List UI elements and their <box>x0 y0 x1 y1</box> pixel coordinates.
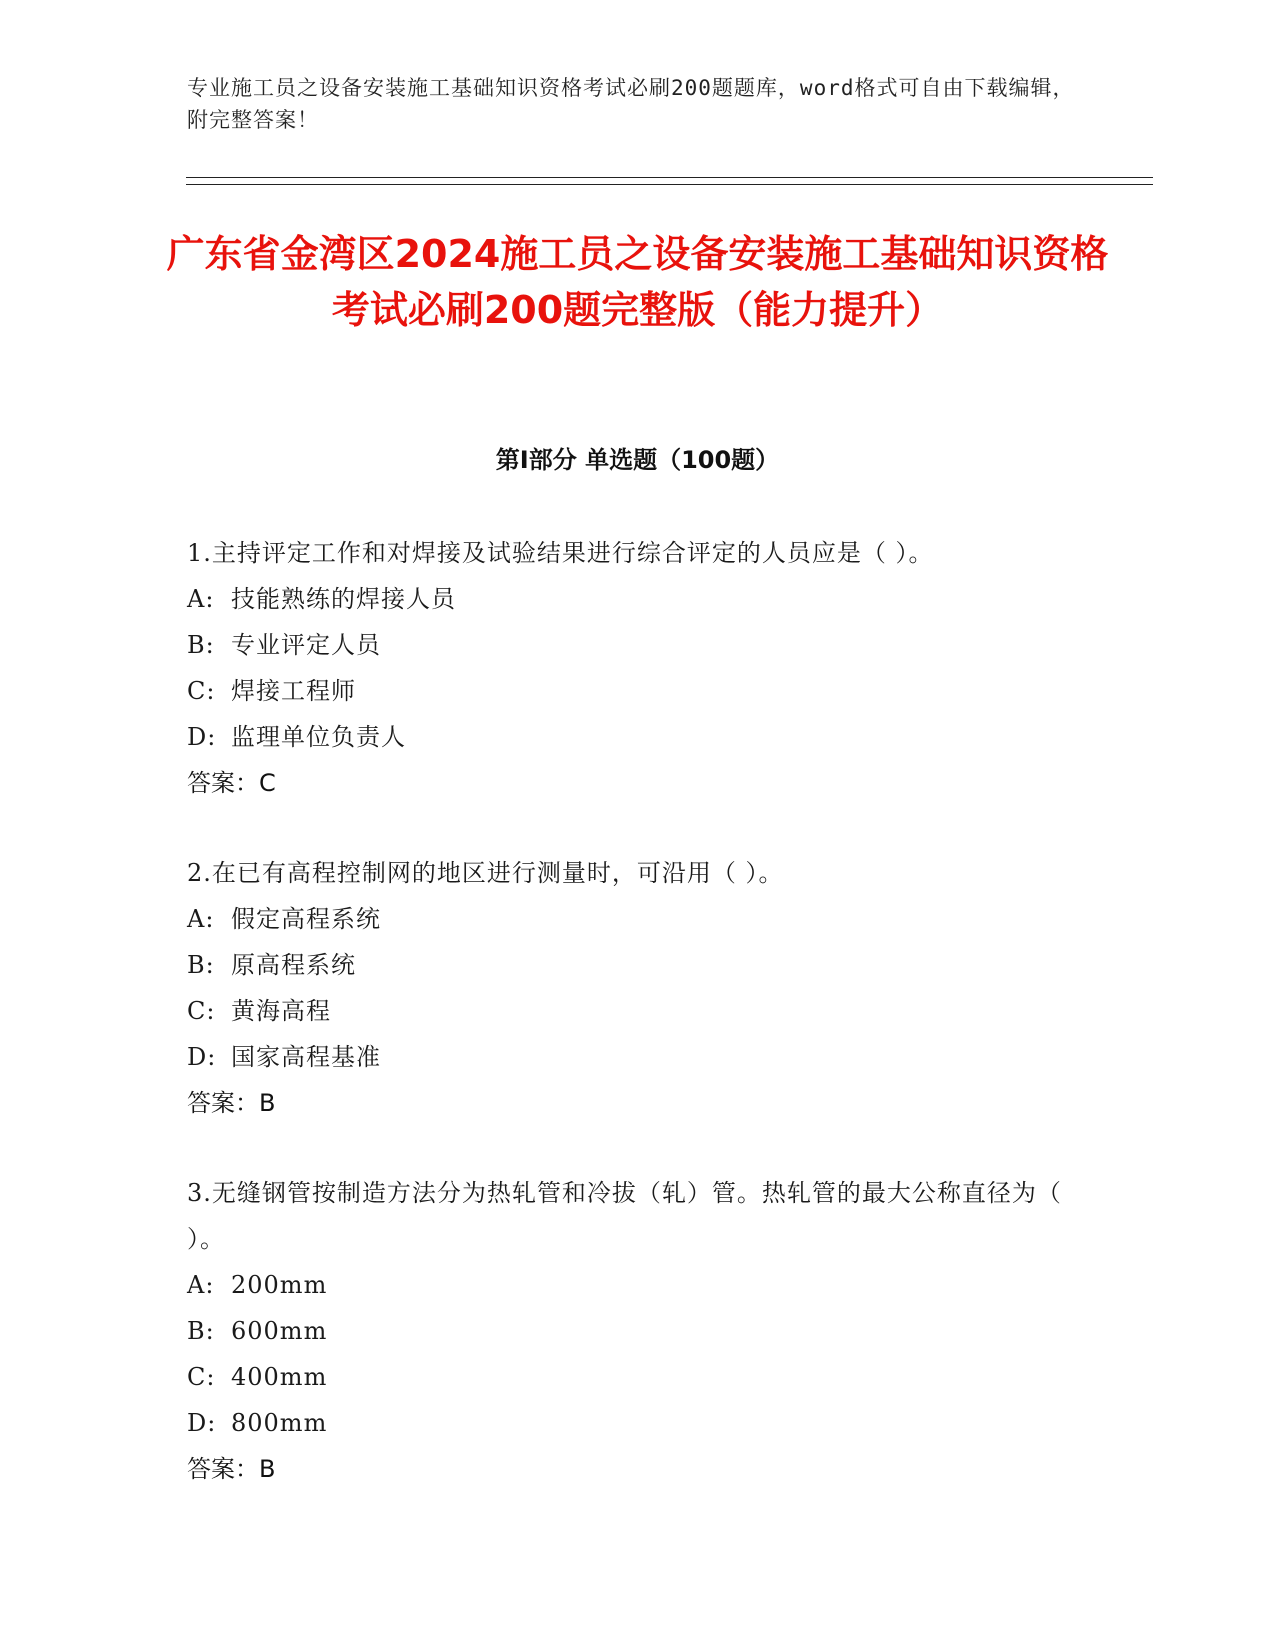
question-stem: 2.在已有高程控制网的地区进行测量时，可沿用（ ）。 <box>187 859 784 887</box>
option-a <box>187 576 1087 622</box>
option-letter: C: <box>187 677 216 705</box>
option-letter: B: <box>187 951 215 979</box>
option-letter: A: <box>187 585 215 613</box>
answer-line: 答案：B <box>187 1455 276 1483</box>
option-c <box>187 1354 1087 1400</box>
header-note: 专业施工员之设备安装施工基础知识资格考试必刷200题题库，word格式可自由下载编辑，附完整答案！ <box>187 76 1075 132</box>
answer-line: 答案：B <box>187 1089 276 1117</box>
question-3 <box>187 1170 1087 1492</box>
option-letter: B: <box>187 1317 215 1345</box>
option-text: 假定高程系统 <box>231 905 381 933</box>
option-c <box>187 668 1087 714</box>
option-letter: D: <box>187 1409 217 1437</box>
option-d <box>187 1034 1087 1080</box>
option-d <box>187 1400 1087 1446</box>
header-divider-top <box>186 177 1153 178</box>
option-a <box>187 1262 1087 1308</box>
option-b <box>187 622 1087 668</box>
option-text: 国家高程基准 <box>231 1043 381 1071</box>
answer-line: 答案：C <box>187 769 276 797</box>
option-c <box>187 988 1087 1034</box>
option-d <box>187 714 1087 760</box>
option-text: 焊接工程师 <box>231 677 356 705</box>
header-divider-bottom <box>186 184 1153 185</box>
document-title: 广东省金湾区2024施工员之设备安装施工基础知识资格考试必刷200题完整版（能力提升） <box>166 232 1109 332</box>
option-text: 黄海高程 <box>231 997 331 1025</box>
option-text: 专业评定人员 <box>231 631 381 659</box>
question-stem: 3.无缝钢管按制造方法分为热轧管和冷拔（轧）管。热轧管的最大公称直径为（ ）。 <box>187 1179 1062 1253</box>
option-b <box>187 942 1087 988</box>
option-text: 600mm <box>231 1317 328 1345</box>
option-letter: D: <box>187 1043 217 1071</box>
option-letter: A: <box>187 1271 215 1299</box>
option-text: 400mm <box>231 1363 328 1391</box>
section-heading: 第I部分 单选题（100题） <box>495 446 780 474</box>
option-a <box>187 896 1087 942</box>
option-text: 监理单位负责人 <box>231 723 406 751</box>
option-text: 技能熟练的焊接人员 <box>231 585 456 613</box>
option-text: 800mm <box>231 1409 328 1437</box>
question-1 <box>187 530 1087 806</box>
question-stem: 1.主持评定工作和对焊接及试验结果进行综合评定的人员应是（ ）。 <box>187 539 934 567</box>
option-letter: C: <box>187 997 216 1025</box>
option-text: 原高程系统 <box>231 951 356 979</box>
option-letter: B: <box>187 631 215 659</box>
question-list <box>187 530 1087 1536</box>
option-letter: C: <box>187 1363 216 1391</box>
option-letter: A: <box>187 905 215 933</box>
option-b <box>187 1308 1087 1354</box>
option-letter: D: <box>187 723 217 751</box>
option-text: 200mm <box>231 1271 328 1299</box>
question-2 <box>187 850 1087 1126</box>
